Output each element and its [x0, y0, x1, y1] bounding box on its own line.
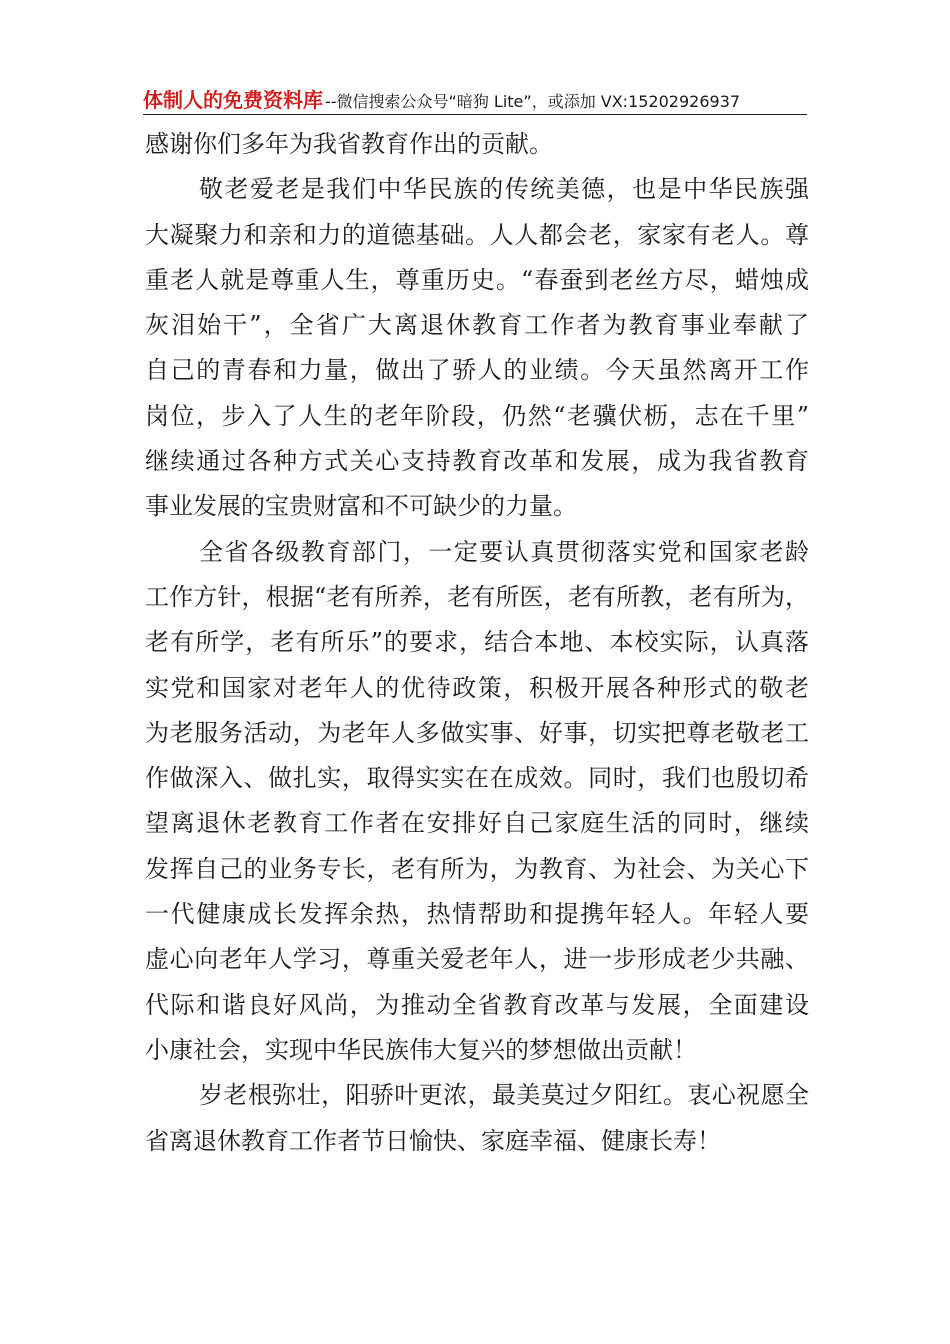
text-line: 为老服务活动，为老年人多做实事、好事，切实把尊老敬老工	[145, 718, 809, 747]
text-line: 岁老根弥壮，阳骄叶更浓，最美莫过夕阳红。衷心祝愿全	[199, 1081, 809, 1110]
text-line: 岗位，步入了人生的老年阶段，仍然“老骥伏枥，志在千里”	[145, 401, 809, 430]
header-note: --微信搜索公众号“暗狗 Lite”，或添加 VX:15202926937	[325, 92, 741, 111]
text-line: 发挥自己的业务专长，老有所为，为教育、为社会、为关心下	[145, 854, 809, 883]
text-line: 大凝聚力和亲和力的道德基础。人人都会老，家家有老人。尊	[145, 220, 809, 249]
paragraph	[145, 122, 809, 167]
text-line: 虚心向老年人学习，尊重关爱老年人，进一步形成老少共融、	[145, 945, 809, 974]
text-line: 全省各级教育部门，一定要认真贯彻落实党和国家老龄	[199, 537, 809, 566]
text-line: 工作方针，根据“老有所养，老有所医，老有所教，老有所为，	[145, 582, 809, 611]
text-line: 老有所学，老有所乐”的要求，结合本地、本校实际，认真落	[145, 628, 809, 657]
document-body	[145, 122, 809, 1164]
paragraph	[145, 530, 809, 1074]
paragraph	[145, 167, 809, 529]
text-line: 自己的青春和力量，做出了骄人的业绩。今天虽然离开工作	[145, 356, 809, 385]
text-line: 小康社会，实现中华民族伟大复兴的梦想做出贡献！	[145, 1035, 697, 1064]
text-line: 一代健康成长发挥余热，热情帮助和提携年轻人。年轻人要	[145, 900, 809, 929]
text-line: 感谢你们多年为我省教育作出的贡献。	[145, 130, 553, 158]
text-line: 事业发展的宝贵财富和不可缺少的力量。	[145, 492, 577, 521]
paragraph	[145, 1073, 809, 1164]
text-line: 代际和谐良好风尚，为推动全省教育改革与发展，全面建设	[145, 990, 809, 1019]
text-line: 作做深入、做扎实，取得实实在在成效。同时，我们也殷切希	[145, 764, 809, 793]
header-brand: 体制人的免费资料库	[143, 88, 323, 112]
text-line: 实党和国家对老年人的优待政策，积极开展各种形式的敬老	[145, 673, 809, 702]
text-line: 继续通过各种方式关心支持教育改革和发展，成为我省教育	[145, 447, 809, 476]
text-line: 灰泪始干”，全省广大离退休教育工作者为教育事业奉献了	[145, 311, 809, 340]
text-line: 省离退休教育工作者节日愉快、家庭幸福、健康长寿！	[145, 1126, 721, 1155]
text-line: 望离退休老教育工作者在安排好自己家庭生活的同时，继续	[145, 809, 809, 838]
text-line: 重老人就是尊重人生，尊重历史。“春蚕到老丝方尽，蜡烛成	[145, 265, 809, 294]
text-line: 敬老爱老是我们中华民族的传统美德，也是中华民族强	[199, 175, 809, 204]
page-header	[143, 84, 807, 115]
